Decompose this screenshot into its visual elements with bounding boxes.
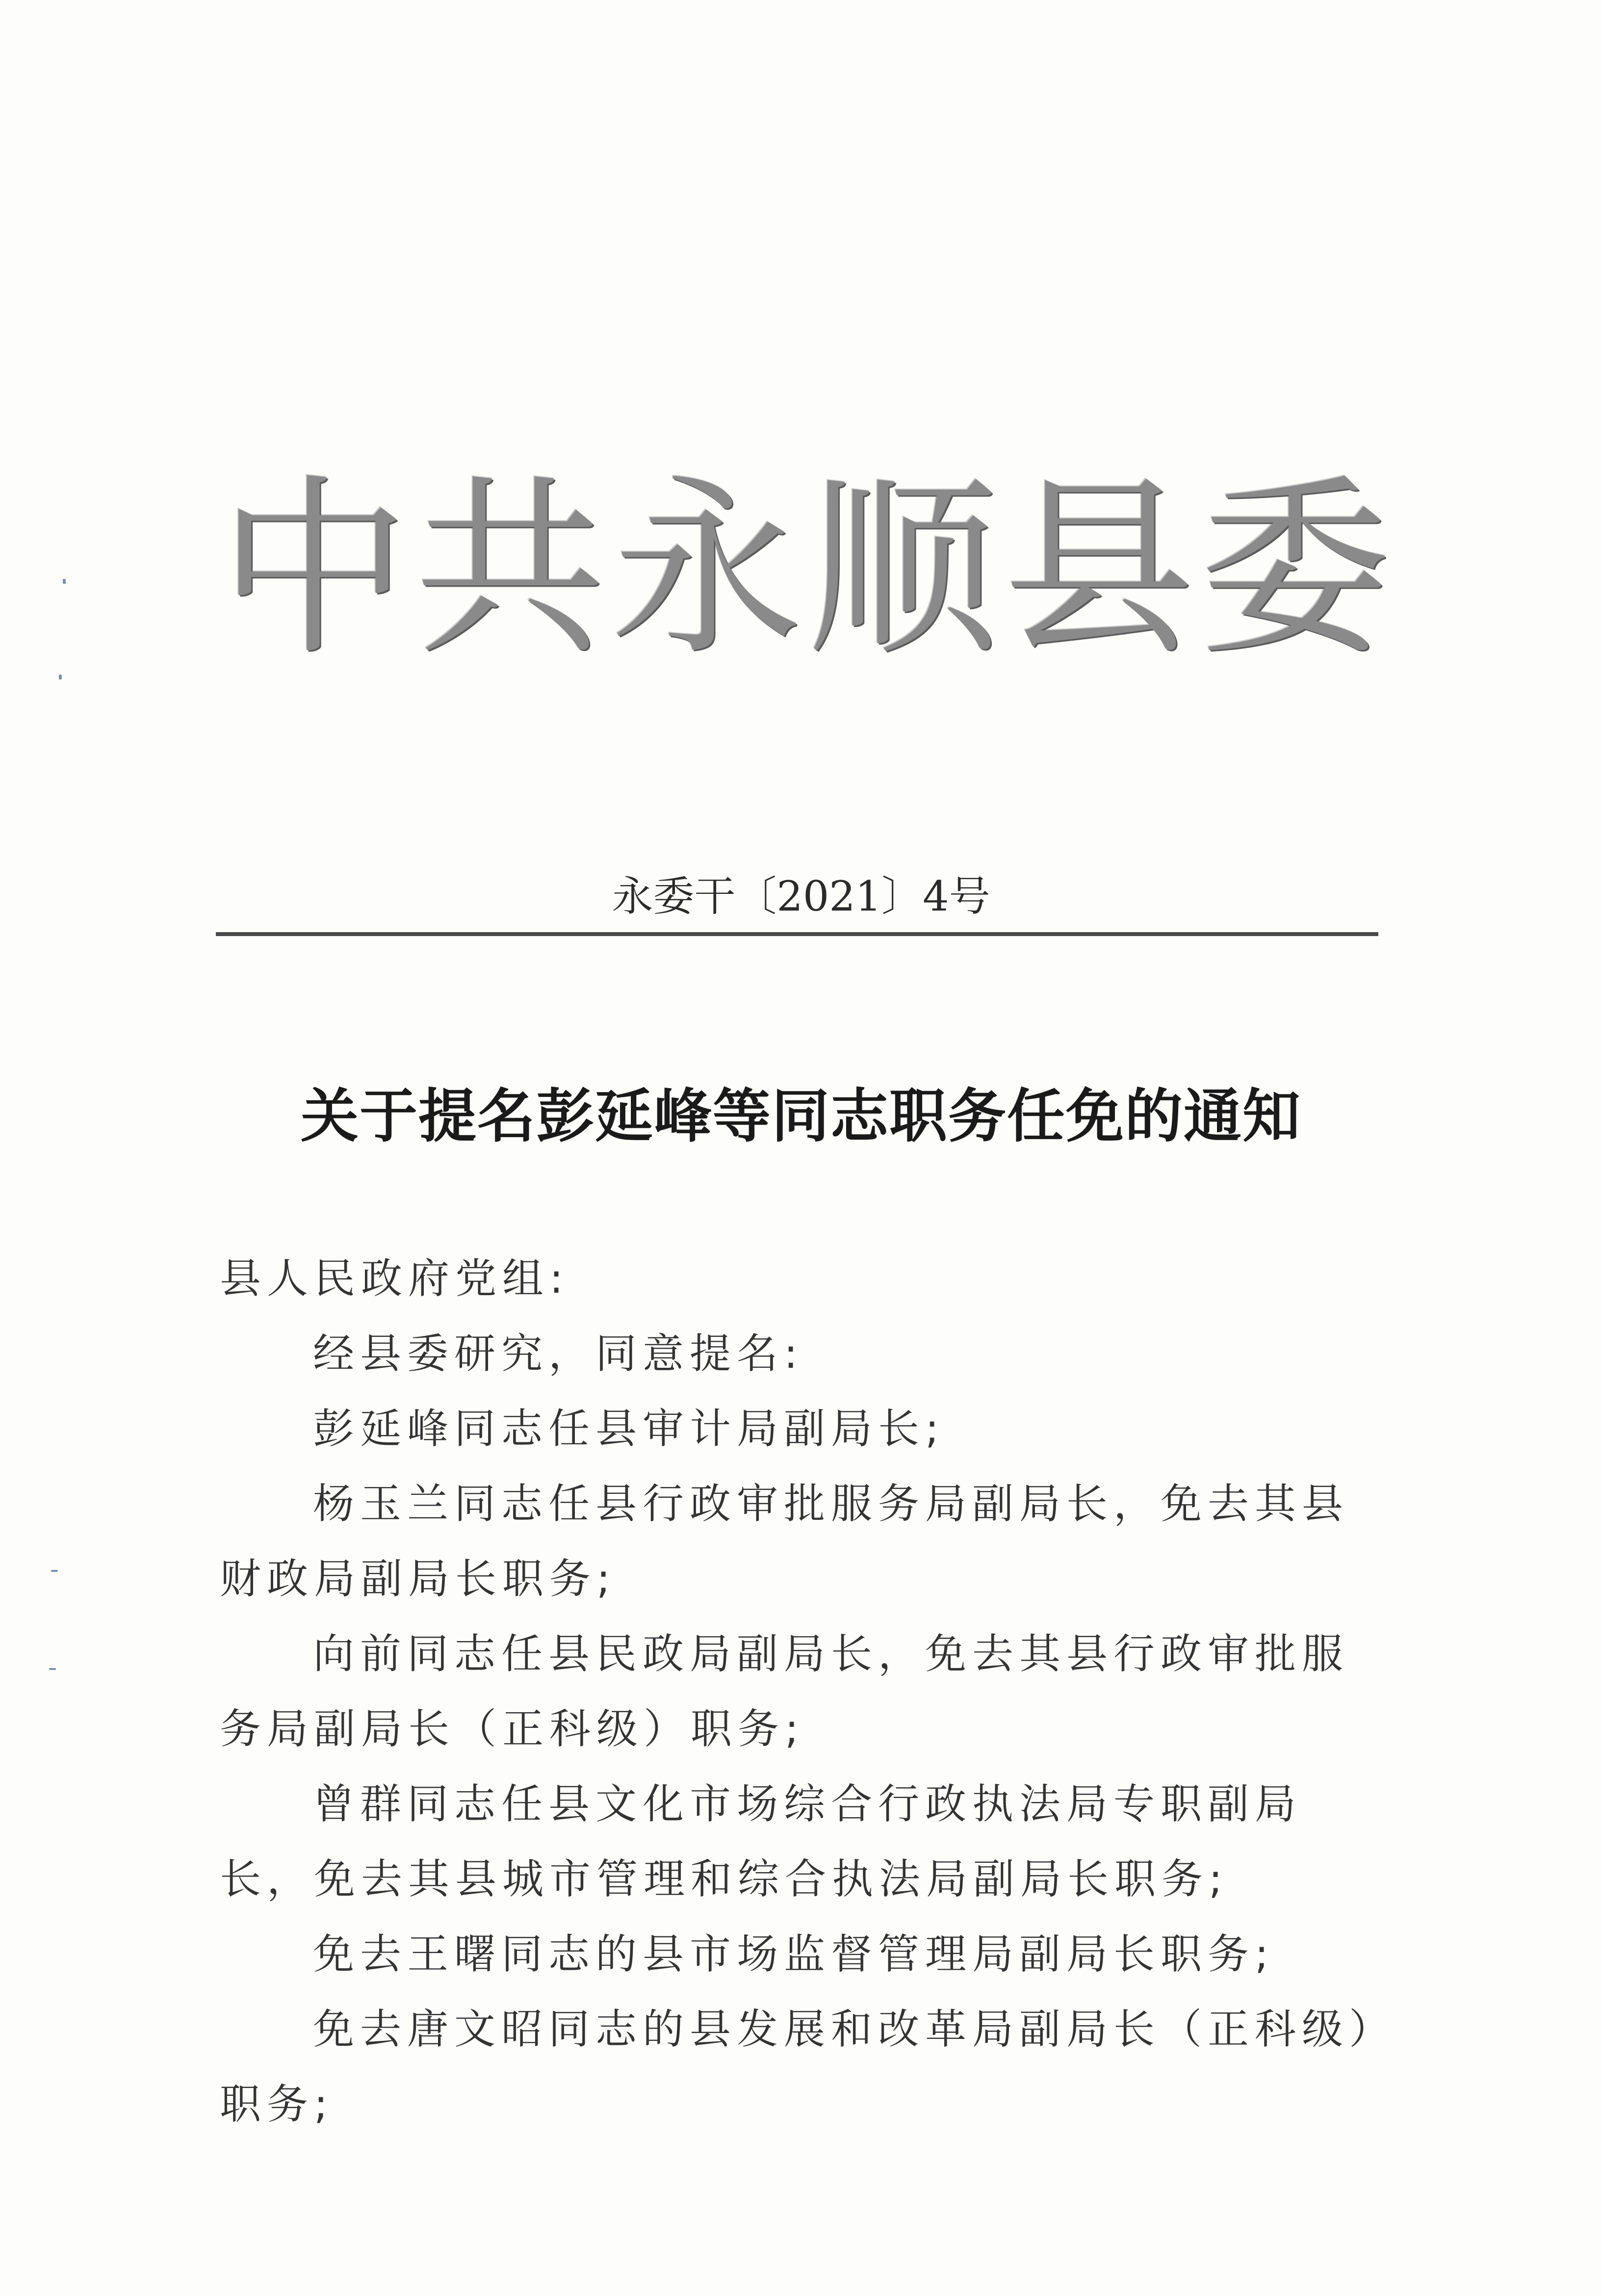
scan-speck (59, 675, 62, 679)
header-divider (216, 932, 1378, 936)
masthead-char: 县 (1003, 458, 1194, 680)
body-paragraph: 向前同志任县民政局副局长，免去其县行政审批服务局副局长（正科级）职务; (220, 1630, 1349, 1753)
body-paragraph: 杨玉兰同志任县行政审批服务局副局长，免去其县财政局副局长职务; (220, 1480, 1349, 1603)
document-number: 永委干〔2021〕4号 (612, 872, 990, 920)
body-paragraph: 曾群同志任县文化市场综合行政执法局专职副局长，免去其县城市管理和综合执法局副局长职务; (220, 1780, 1302, 1903)
masthead-char: 中 (218, 458, 410, 680)
masthead-char: 顺 (807, 458, 998, 680)
body-paragraph: 免去王曙同志的县市场监督管理局副局长职务; (313, 1930, 1275, 1978)
addressee: 县人民政府党组: (220, 1254, 569, 1303)
scan-speck (51, 1570, 58, 1572)
body-paragraph: 免去唐文昭同志的县发展和改革局副局长（正科级）职务; (220, 2005, 1376, 2128)
body-paragraph: 彭延峰同志任县审计局副局长; (313, 1405, 945, 1453)
scan-speck (49, 1668, 56, 1670)
scan-speck (63, 579, 66, 584)
document-body (220, 1241, 1377, 2142)
body-paragraph: 经县委研究，同意提名: (313, 1330, 804, 1378)
masthead (216, 456, 1393, 682)
masthead-char: 永 (611, 458, 802, 680)
masthead-char: 共 (414, 458, 606, 680)
masthead-char: 委 (1199, 458, 1391, 680)
document-title: 关于提名彭延峰等同志职务任免的通知 (300, 1082, 1301, 1150)
